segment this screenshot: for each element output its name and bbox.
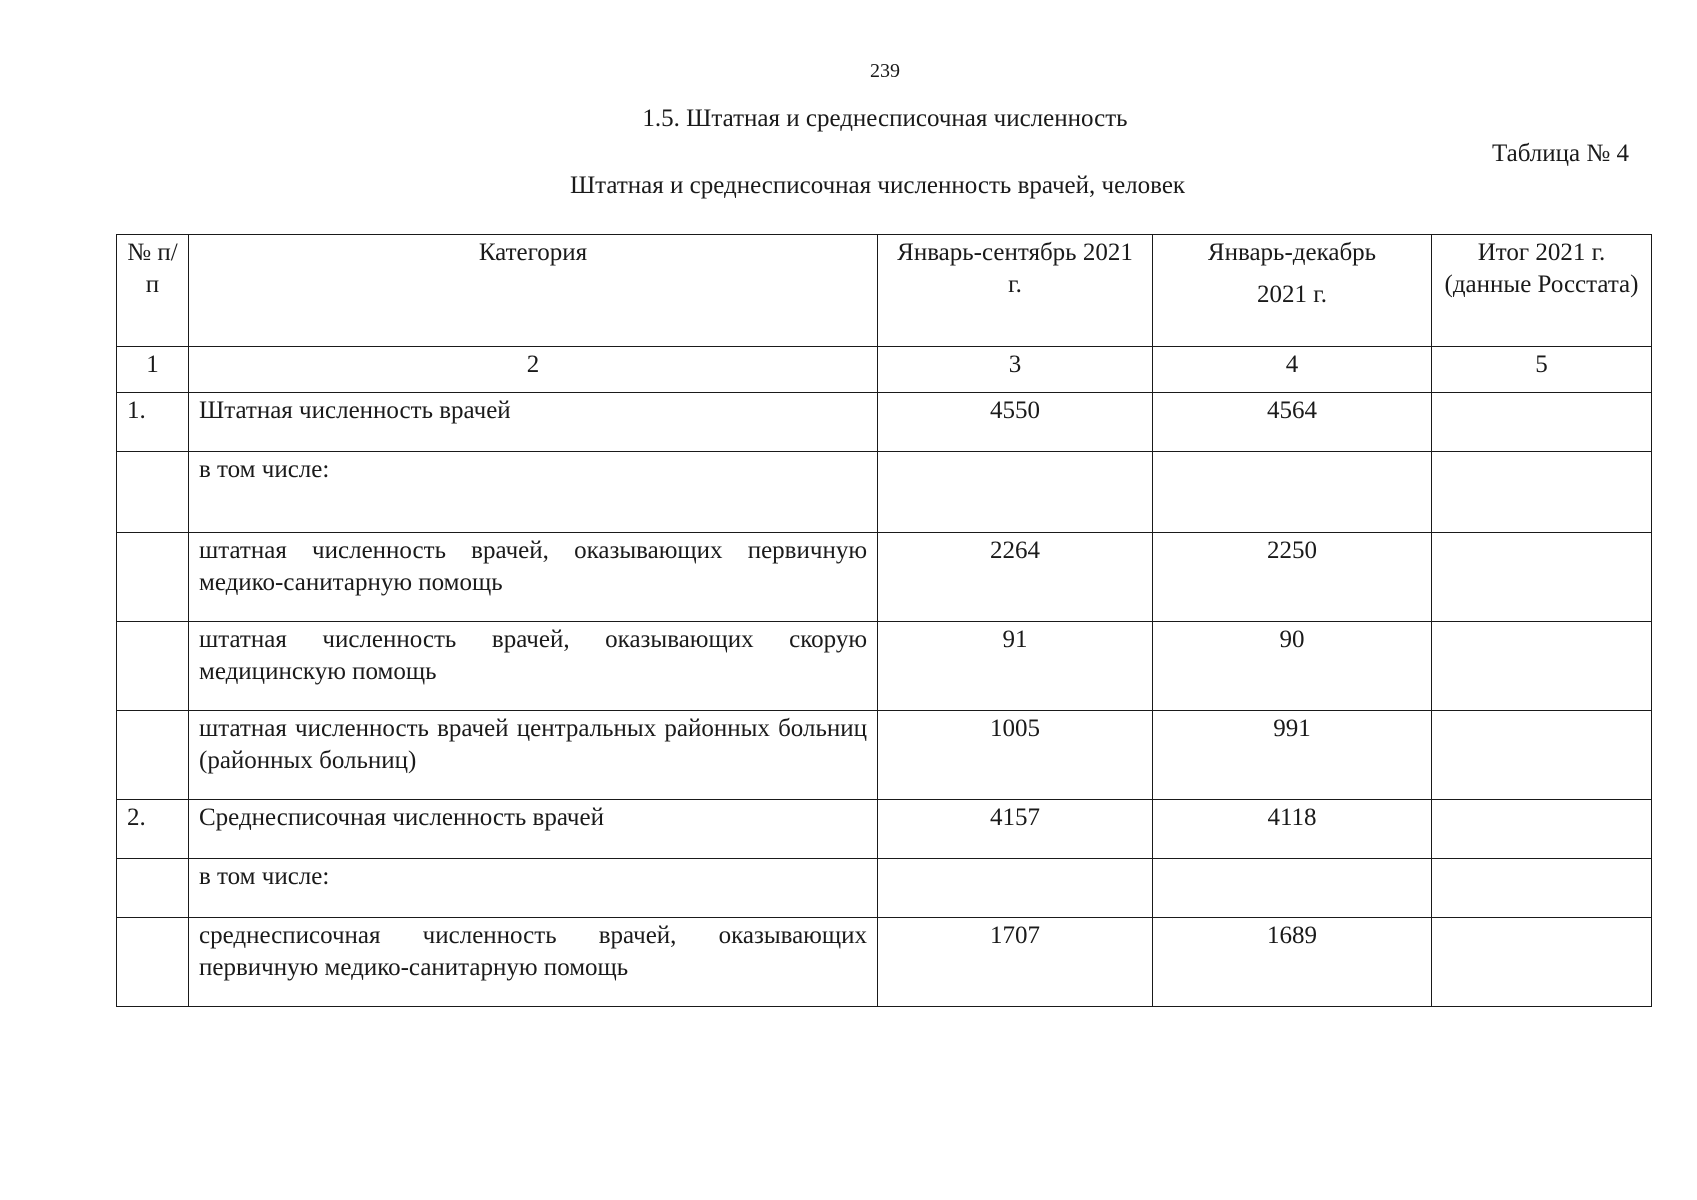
- row-jan-sep: [878, 452, 1153, 533]
- row-jan-dec: 991: [1153, 711, 1432, 800]
- row-total: [1432, 800, 1652, 859]
- row-number: 2.: [117, 800, 189, 859]
- section-title: 1.5. Штатная и среднесписочная численность: [642, 105, 1128, 132]
- row-number: [117, 859, 189, 918]
- row-jan-sep: 4157: [878, 800, 1153, 859]
- table-title: Штатная и среднесписочная численность врачей, человек: [569, 172, 1186, 199]
- row-category: штатная численность врачей, оказывающих скорую медицинскую помощь: [189, 622, 878, 711]
- row-jan-dec: 1689: [1153, 918, 1432, 1007]
- row-total: [1432, 622, 1652, 711]
- table-row: [117, 711, 1652, 800]
- table-row: [117, 800, 1652, 859]
- row-category: штатная численность врачей, оказывающих первичную медико-санитарную помощь: [189, 533, 878, 622]
- header-total: Итог 2021 г. (данные Росстата): [1432, 235, 1652, 347]
- row-category: в том числе:: [189, 859, 878, 918]
- row-category: в том числе:: [189, 452, 878, 533]
- row-number: [117, 711, 189, 800]
- row-category: штатная численность врачей центральных районных больниц (районных больниц): [189, 711, 878, 800]
- page-number: 239: [870, 60, 900, 82]
- table-header-row: [117, 235, 1652, 347]
- row-jan-dec: 4118: [1153, 800, 1432, 859]
- row-number: 1.: [117, 393, 189, 452]
- column-number: 1: [117, 347, 189, 393]
- row-jan-sep: 1005: [878, 711, 1153, 800]
- row-jan-sep: 2264: [878, 533, 1153, 622]
- row-total: [1432, 393, 1652, 452]
- table-label: Таблица № 4: [1491, 140, 1629, 167]
- row-category: среднесписочная численность врачей, оказывающих первичную медико-санитарную помощь: [189, 918, 878, 1007]
- column-number: 5: [1432, 347, 1652, 393]
- table-row: [117, 859, 1652, 918]
- row-jan-sep: 91: [878, 622, 1153, 711]
- row-jan-sep: 1707: [878, 918, 1153, 1007]
- row-jan-dec: [1153, 859, 1432, 918]
- table-row: [117, 533, 1652, 622]
- table-row: [117, 622, 1652, 711]
- header-jan-dec: [1153, 235, 1432, 347]
- row-jan-dec: 90: [1153, 622, 1432, 711]
- row-total: [1432, 452, 1652, 533]
- header-no: № п/п: [117, 235, 189, 347]
- row-total: [1432, 711, 1652, 800]
- header-category: Категория: [189, 235, 878, 347]
- row-jan-dec: 4564: [1153, 393, 1432, 452]
- row-number: [117, 622, 189, 711]
- column-number-row: [117, 347, 1652, 393]
- row-total: [1432, 533, 1652, 622]
- header-jan-dec-year: 2021 г.: [1257, 281, 1327, 308]
- row-jan-dec: 2250: [1153, 533, 1432, 622]
- header-jan-dec-months: Январь-декабрь: [1207, 239, 1377, 266]
- row-category: Штатная численность врачей: [189, 393, 878, 452]
- row-number: [117, 452, 189, 533]
- row-category: Среднесписочная численность врачей: [189, 800, 878, 859]
- column-number: 2: [189, 347, 878, 393]
- row-jan-dec: [1153, 452, 1432, 533]
- table-row: [117, 452, 1652, 533]
- row-number: [117, 533, 189, 622]
- row-jan-sep: [878, 859, 1153, 918]
- row-number: [117, 918, 189, 1007]
- row-total: [1432, 859, 1652, 918]
- data-table: [116, 234, 1652, 1007]
- table-row: [117, 918, 1652, 1007]
- header-jan-sep: Январь-сентябрь 2021 г.: [878, 235, 1153, 347]
- row-total: [1432, 918, 1652, 1007]
- column-number: 3: [878, 347, 1153, 393]
- column-number: 4: [1153, 347, 1432, 393]
- row-jan-sep: 4550: [878, 393, 1153, 452]
- table-row: [117, 393, 1652, 452]
